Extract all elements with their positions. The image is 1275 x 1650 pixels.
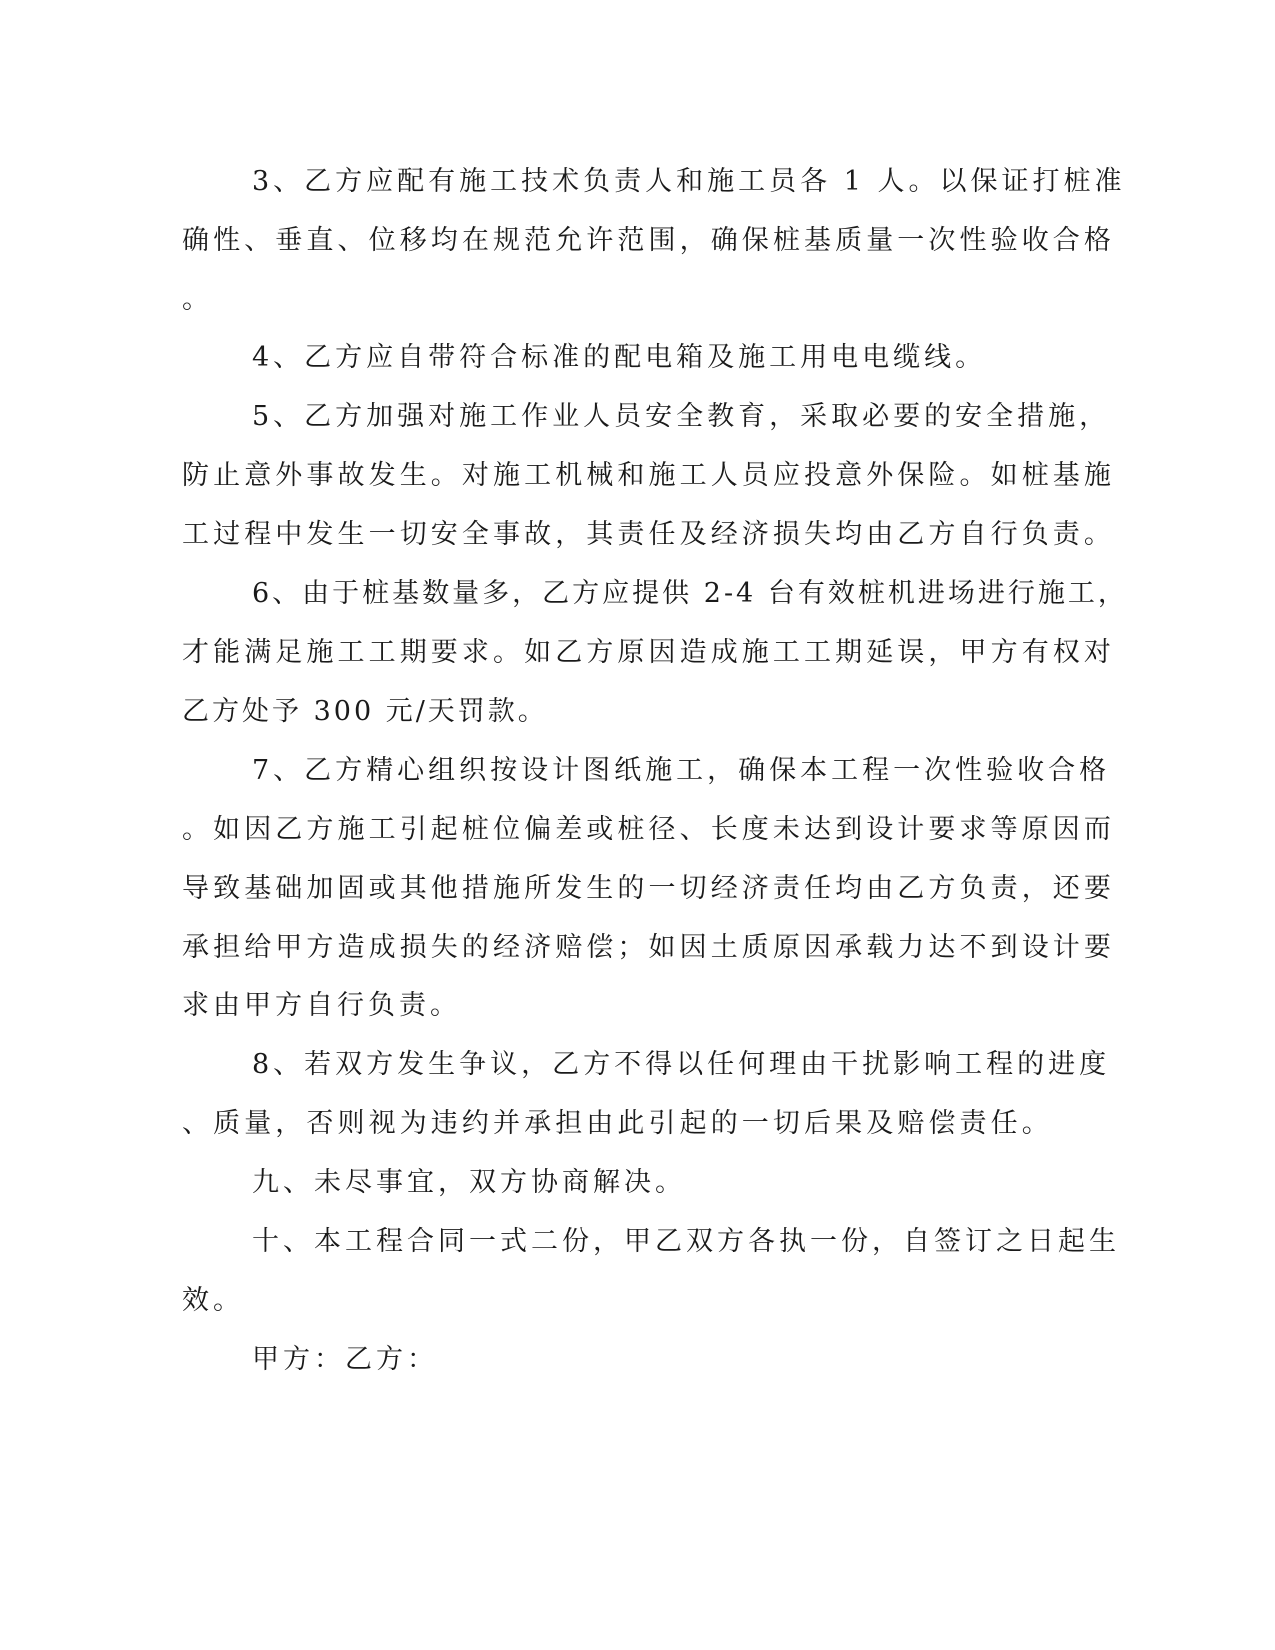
text-line: 效。 — [182, 1285, 244, 1316]
text-line: 导致基础加固或其他措施所发生的一切经济责任均由乙方负责，还要 — [182, 873, 1115, 904]
text-line: 。 — [182, 284, 209, 315]
text-line: 、质量，否则视为违约并承担由此引起的一切后果及赔偿责任。 — [182, 1108, 1053, 1139]
text-line: 乙方处予 300 元/天罚款。 — [182, 696, 548, 727]
text-line: 8、若双方发生争议，乙方不得以任何理由干扰影响工程的进度 — [252, 1049, 1111, 1080]
text-line: 3、乙方应配有施工技术负责人和施工员各 1 人。以保证打桩准 — [252, 166, 1126, 197]
text-line: 工过程中发生一切安全事故，其责任及经济损失均由乙方自行负责。 — [182, 519, 1115, 550]
signature-line: 甲方：乙方： — [252, 1344, 438, 1375]
text-line: 防止意外事故发生。对施工机械和施工人员应投意外保险。如桩基施 — [182, 460, 1115, 491]
text-line: 7、乙方精心组织按设计图纸施工，确保本工程一次性验收合格 — [252, 755, 1111, 786]
text-line: 才能满足施工工期要求。如乙方原因造成施工工期延误，甲方有权对 — [182, 637, 1115, 668]
text-line: 承担给甲方造成损失的经济赔偿；如因土质原因承载力达不到设计要 — [182, 932, 1115, 963]
text-line: 求由甲方自行负责。 — [182, 990, 461, 1021]
text-line: 十、本工程合同一式二份，甲乙双方各执一份，自签订之日起生 — [252, 1226, 1120, 1257]
text-line: 6、由于桩基数量多，乙方应提供 2-4 台有效桩机进场进行施工， — [252, 578, 1128, 609]
text-line: 5、乙方加强对施工作业人员安全教育，采取必要的安全措施， — [252, 401, 1111, 432]
text-line: 确性、垂直、位移均在规范允许范围，确保桩基质量一次性验收合格 — [182, 225, 1115, 256]
text-line: 4、乙方应自带符合标准的配电箱及施工用电电缆线。 — [252, 342, 987, 373]
text-line: 。如因乙方施工引起桩位偏差或桩径、长度未达到设计要求等原因而 — [182, 814, 1115, 845]
text-line: 九、未尽事宜，双方协商解决。 — [252, 1167, 686, 1198]
